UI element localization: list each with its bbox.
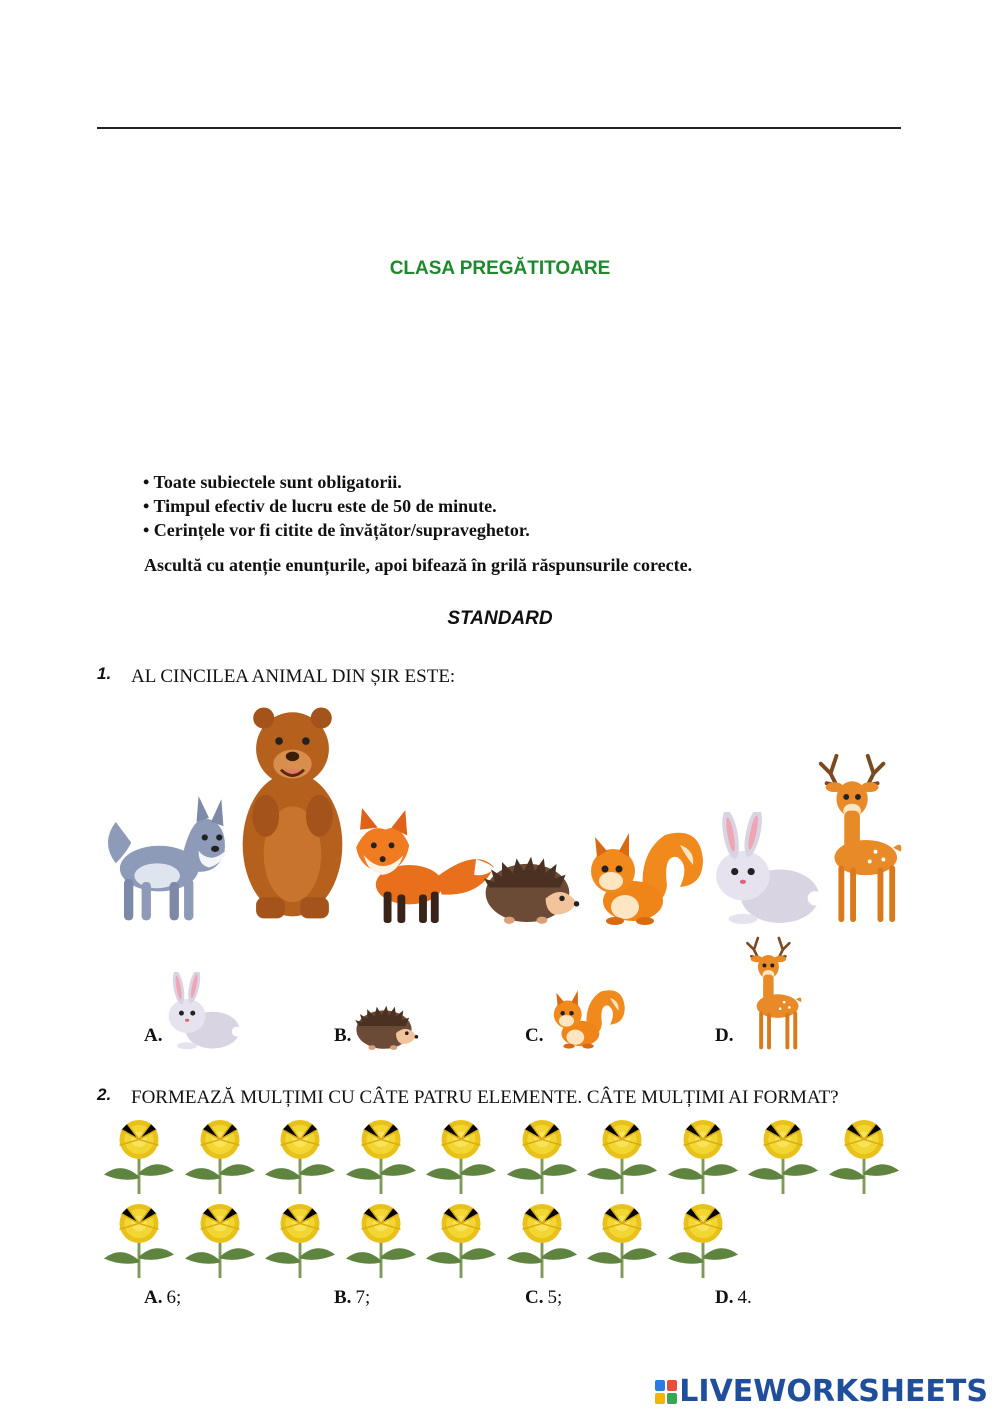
squirrel-icon bbox=[550, 985, 626, 1049]
option-value: 5; bbox=[547, 1287, 563, 1308]
option-letter: A. bbox=[144, 1025, 163, 1046]
hedgehog-icon bbox=[354, 1002, 420, 1050]
flower-icon bbox=[422, 1202, 500, 1280]
q2-option-b[interactable] bbox=[334, 1287, 370, 1309]
question-1-text: AL CINCILEA ANIMAL DIN ȘIR ESTE: bbox=[131, 666, 456, 687]
option-letter: C. bbox=[525, 1287, 544, 1308]
flower-icon bbox=[100, 1118, 178, 1196]
flower-icon bbox=[583, 1202, 661, 1280]
rabbit-icon bbox=[163, 972, 241, 1050]
question-2-number: 2. bbox=[97, 1085, 112, 1104]
flower-icon bbox=[181, 1202, 259, 1280]
question-2-text: FORMEAZĂ MULȚIMI CU CÂTE PATRU ELEMENTE. CÂTE MULȚIMI AI FORMAT? bbox=[131, 1087, 839, 1108]
flower-icon bbox=[664, 1118, 742, 1196]
option-value: 4. bbox=[737, 1287, 752, 1308]
brand-logo[interactable] bbox=[655, 1374, 988, 1409]
header-rule bbox=[97, 127, 901, 129]
q1-option-b[interactable] bbox=[334, 1025, 355, 1047]
squirrel-icon bbox=[585, 825, 705, 925]
flower-icon bbox=[100, 1202, 178, 1280]
flower-icon bbox=[583, 1118, 661, 1196]
q2-option-c[interactable] bbox=[525, 1287, 562, 1309]
q1-option-d[interactable] bbox=[715, 1025, 737, 1047]
flower-icon bbox=[181, 1118, 259, 1196]
wolf-icon bbox=[95, 780, 240, 926]
instruction-text: Ascultă cu atenție enunțurile, apoi bifează în grilă răspunsurile corecte. bbox=[144, 555, 693, 575]
flower-icon bbox=[664, 1202, 742, 1280]
hedgehog-icon bbox=[482, 850, 582, 925]
option-letter: C. bbox=[525, 1025, 544, 1046]
page-title: CLASA PREGĂTITOARE bbox=[389, 258, 611, 279]
brand-icon bbox=[655, 1380, 677, 1404]
deer-icon bbox=[737, 934, 805, 1052]
flower-icon bbox=[261, 1118, 339, 1196]
flower-icon bbox=[744, 1118, 822, 1196]
rules-list bbox=[143, 470, 530, 542]
option-letter: D. bbox=[715, 1025, 734, 1046]
flower-icon bbox=[503, 1202, 581, 1280]
q2-option-a[interactable] bbox=[144, 1287, 181, 1309]
flower-icon bbox=[342, 1118, 420, 1196]
flower-icon bbox=[261, 1202, 339, 1280]
fox-icon bbox=[348, 808, 496, 926]
bear-icon bbox=[235, 697, 350, 925]
q2-option-d[interactable] bbox=[715, 1287, 752, 1309]
flower-grid bbox=[100, 1118, 910, 1283]
rule-item: • Toate subiectele sunt obligatorii. bbox=[143, 472, 402, 492]
option-letter: A. bbox=[144, 1287, 163, 1308]
deer-icon bbox=[805, 750, 907, 926]
question-1-number: 1. bbox=[97, 664, 112, 683]
rule-item: • Cerințele vor fi citite de învățător/supraveghetor. bbox=[143, 520, 530, 540]
flower-icon bbox=[342, 1202, 420, 1280]
q1-option-c[interactable] bbox=[525, 1025, 547, 1047]
option-value: 6; bbox=[166, 1287, 182, 1308]
option-letter: B. bbox=[334, 1025, 352, 1046]
option-letter: D. bbox=[715, 1287, 734, 1308]
flower-icon bbox=[503, 1118, 581, 1196]
flower-icon bbox=[825, 1118, 903, 1196]
brand-text: LIVEWORKSHEETS bbox=[679, 1374, 988, 1409]
section-heading: STANDARD bbox=[447, 608, 553, 629]
flower-icon bbox=[422, 1118, 500, 1196]
option-value: 7; bbox=[355, 1287, 371, 1308]
option-letter: B. bbox=[334, 1287, 352, 1308]
rule-item: • Timpul efectiv de lucru este de 50 de minute. bbox=[143, 496, 497, 516]
